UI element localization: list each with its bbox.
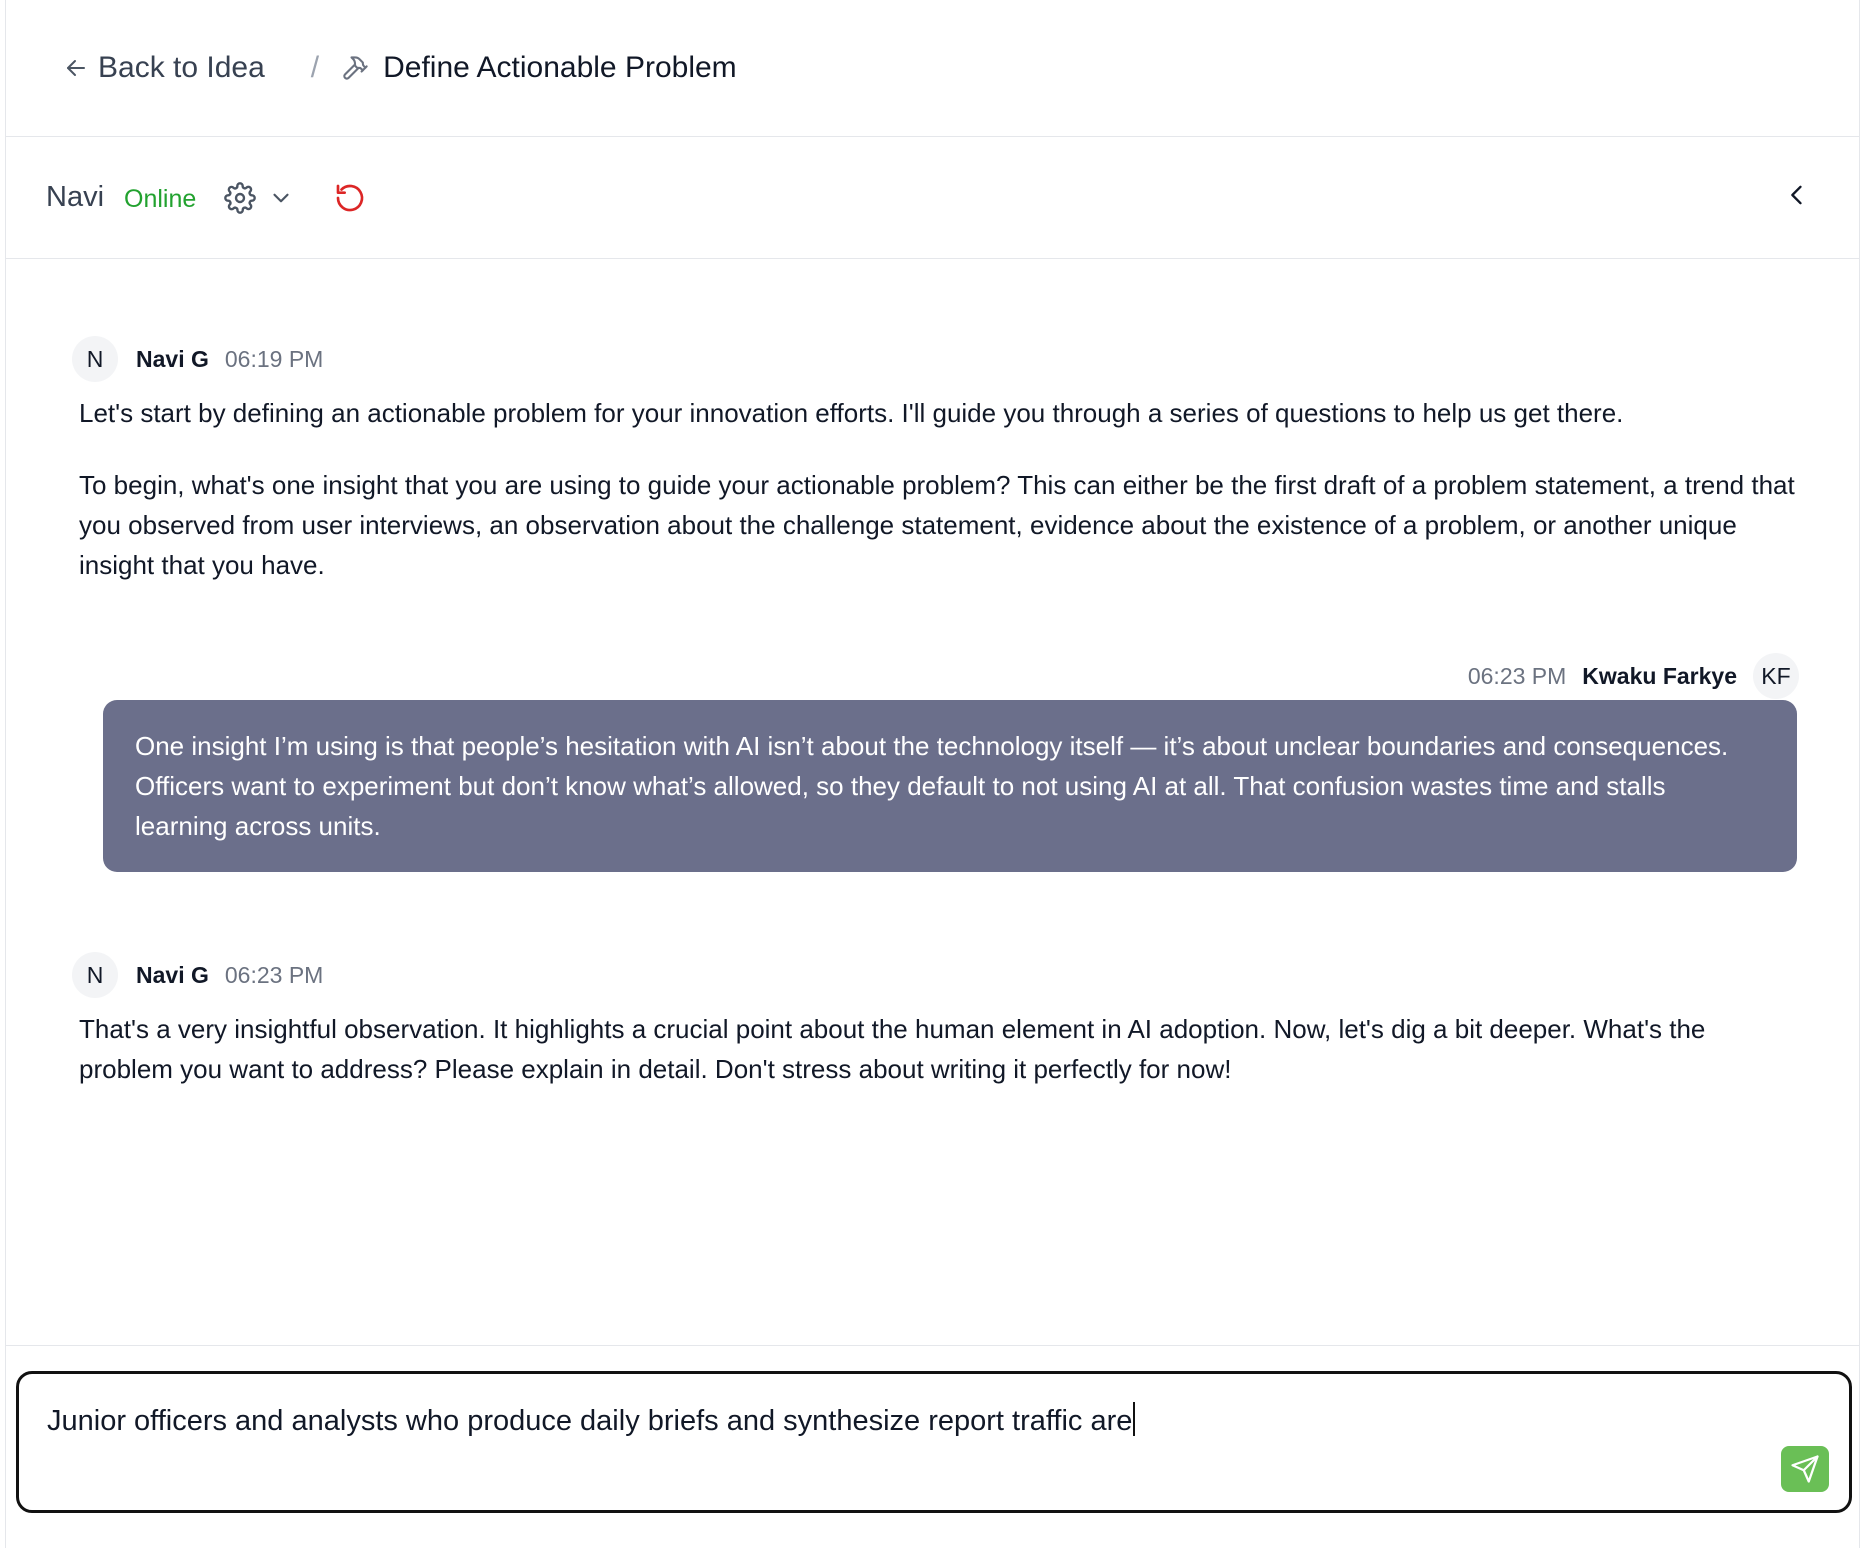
collapse-panel-button[interactable] bbox=[1783, 181, 1811, 214]
chevron-down-icon bbox=[268, 185, 294, 211]
back-to-idea-label: Back to Idea bbox=[98, 51, 265, 84]
agent-name: Navi bbox=[46, 181, 105, 213]
breadcrumb-current bbox=[341, 51, 737, 85]
reset-icon bbox=[334, 182, 366, 214]
chat-header bbox=[6, 137, 1859, 259]
message-paragraph: That's a very insightful observation. It highlights a crucial point about the human element in AI adoption. Now, let's dig a bit deeper. What's the problem you want to address? Please explain in detail. Don't stress about writing it perfectly for now! bbox=[79, 1014, 1706, 1084]
gear-icon bbox=[224, 182, 256, 214]
avatar: N bbox=[72, 952, 118, 998]
page-title: Define Actionable Problem bbox=[383, 51, 737, 84]
sender-name: Kwaku Farkye bbox=[1582, 662, 1737, 689]
message-header bbox=[1468, 653, 1799, 699]
status-badge: Online bbox=[124, 185, 197, 213]
text-caret bbox=[1133, 1402, 1135, 1436]
message-header bbox=[72, 952, 323, 998]
user-message: One insight I’m using is that people’s hesitation with AI isn’t about the technology itself — it’s about unclear boundaries and consequences. Officers want to experiment but don’t know what’s allowed, so they default to not using AI at all. That confusion wastes time and stalls learning across units. bbox=[103, 700, 1797, 872]
sender-name: Navi G bbox=[136, 961, 209, 988]
chevron-left-icon bbox=[1783, 181, 1811, 209]
chat-page bbox=[5, 0, 1860, 1548]
breadcrumb-separator: / bbox=[310, 51, 320, 84]
back-to-idea-link[interactable] bbox=[64, 51, 265, 85]
composer-area bbox=[6, 1345, 1859, 1548]
message-input[interactable] bbox=[16, 1371, 1852, 1513]
message-timestamp: 06:23 PM bbox=[224, 961, 324, 988]
send-icon bbox=[1790, 1454, 1820, 1484]
avatar: KF bbox=[1753, 653, 1799, 699]
message-list bbox=[6, 259, 1859, 1345]
breadcrumb bbox=[6, 0, 1859, 137]
assistant-message bbox=[79, 393, 1799, 617]
assistant-message bbox=[79, 1009, 1799, 1121]
send-button[interactable] bbox=[1781, 1446, 1829, 1492]
message-input-value: Junior officers and analysts who produce daily briefs and synthesize report traffic are bbox=[47, 1405, 1133, 1437]
settings-dropdown-button[interactable] bbox=[224, 182, 294, 214]
sender-name: Navi G bbox=[136, 345, 209, 372]
avatar: N bbox=[72, 336, 118, 382]
message-header bbox=[72, 336, 323, 382]
message-timestamp: 06:23 PM bbox=[1467, 662, 1567, 689]
message-paragraph: Let's start by defining an actionable problem for your innovation efforts. I'll guide you through a series of questions to help us get there. bbox=[79, 398, 1624, 428]
message-timestamp: 06:19 PM bbox=[224, 345, 324, 372]
hammer-icon bbox=[341, 54, 369, 82]
message-paragraph: To begin, what's one insight that you are using to guide your actionable problem? This can either be the first draft of a problem statement, a trend that you observed from user interviews, an observation about the challenge statement, evidence about the existence of a problem, or another unique insight that you have. bbox=[79, 470, 1795, 580]
arrow-left-icon bbox=[64, 56, 88, 80]
reset-chat-button[interactable] bbox=[334, 182, 366, 214]
